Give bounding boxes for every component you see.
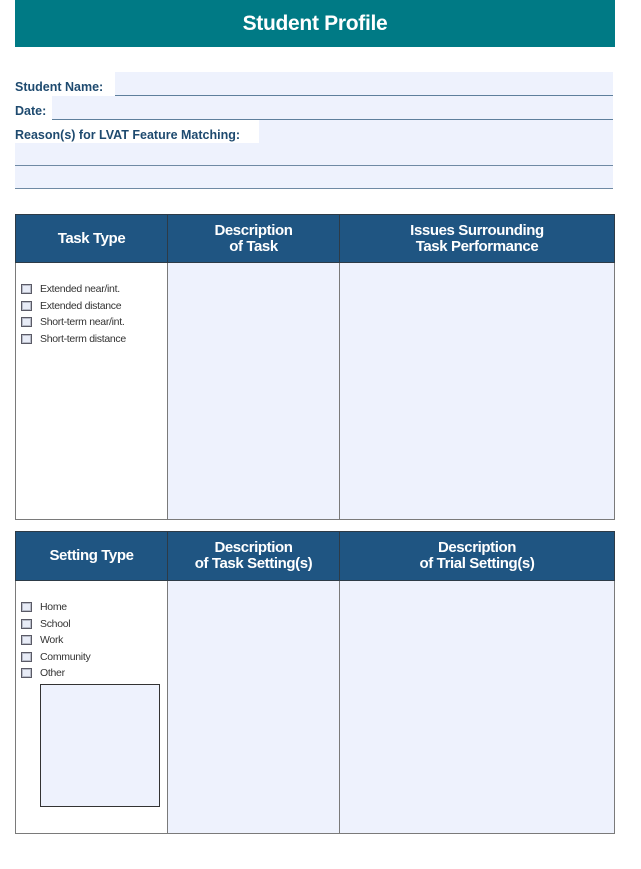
header-setting-type: Setting Type [16,532,168,581]
setting-table-header [16,532,615,581]
checkbox-icon[interactable] [21,334,32,344]
task-type-list [16,263,167,347]
page-title: Student Profile [242,11,388,35]
task-type-option[interactable]: Short-term distance [21,331,167,348]
student-name-field[interactable] [115,72,613,96]
reason-field[interactable] [259,120,613,144]
issues-field[interactable] [340,263,615,520]
trial-setting-field[interactable] [340,581,615,834]
setting-type-option[interactable]: Home [21,599,167,616]
header-task-type: Task Type [16,215,168,263]
other-setting-field[interactable] [40,684,160,807]
setting-type-option[interactable]: Work [21,632,167,649]
title-bar [15,0,615,47]
checkbox-icon[interactable] [21,635,32,645]
header-task-setting: Description of Task Setting(s) [168,532,340,581]
checkbox-icon[interactable] [21,668,32,678]
setting-type-option[interactable]: School [21,616,167,633]
checkbox-icon[interactable] [21,619,32,629]
description-of-task-field[interactable] [168,263,340,520]
header-trial-setting: Description of Trial Setting(s) [340,532,615,581]
reason-label: Reason(s) for LVAT Feature Matching: [15,128,241,142]
student-name-row [15,72,613,96]
checkbox-icon[interactable] [21,284,32,294]
checkbox-icon[interactable] [21,602,32,612]
reason-row [15,120,613,144]
task-type-option[interactable]: Extended distance [21,298,167,315]
student-name-label: Student Name: [15,80,104,94]
reason-line-3[interactable] [15,166,613,189]
header-description-of-task: Description of Task [168,215,340,263]
task-table [15,214,615,520]
task-table-header [16,215,615,263]
date-field[interactable] [52,96,613,120]
checkbox-icon[interactable] [21,301,32,311]
task-type-option[interactable]: Short-term near/int. [21,314,167,331]
task-type-option[interactable]: Extended near/int. [21,281,167,298]
task-setting-field[interactable] [168,581,340,834]
setting-type-list [16,581,167,682]
header-issues: Issues Surrounding Task Performance [340,215,615,263]
reason-line-2[interactable] [15,143,613,166]
date-row [15,96,613,120]
setting-type-option[interactable]: Community [21,649,167,666]
date-label: Date: [15,104,47,118]
setting-type-option[interactable]: Other [21,665,167,682]
checkbox-icon[interactable] [21,652,32,662]
checkbox-icon[interactable] [21,317,32,327]
task-type-cell [16,263,168,520]
